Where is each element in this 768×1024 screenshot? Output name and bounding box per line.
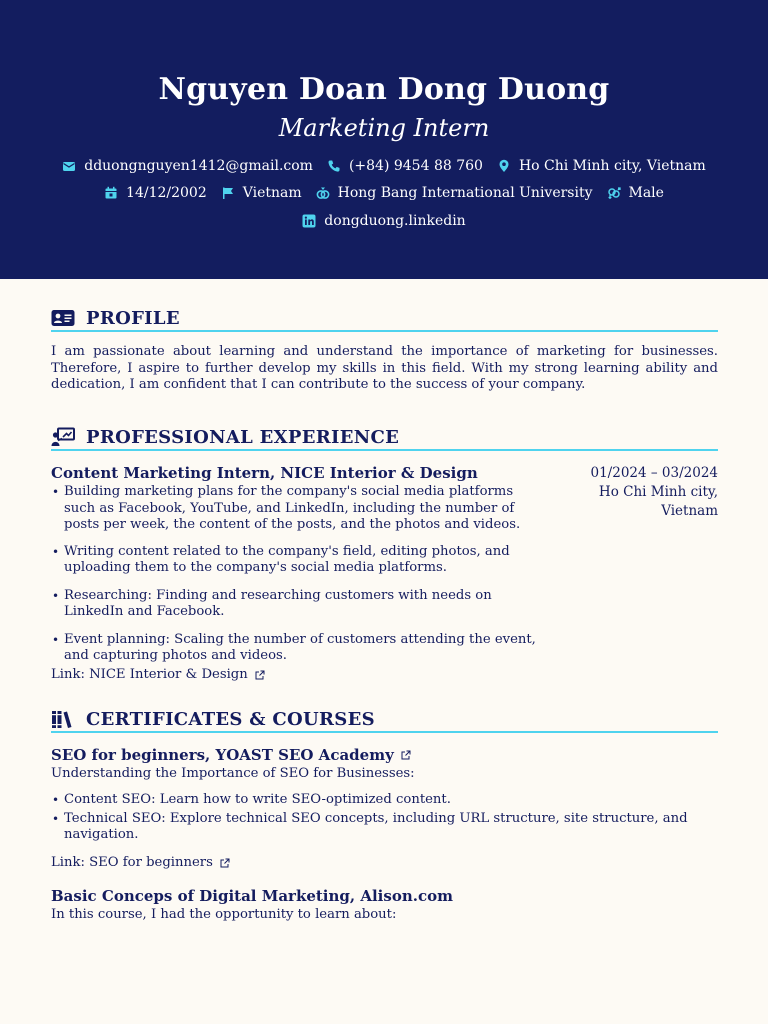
job-meta — [558, 464, 718, 521]
contact-birthday — [104, 185, 207, 201]
list-item: • Content SEO: Learn how to write SEO-optimized content. — [51, 792, 691, 809]
resume-header — [0, 0, 768, 279]
job-title: Content Marketing Intern, NICE Interior & Design — [51, 464, 478, 482]
contact-location — [497, 158, 706, 174]
experience-bullets — [51, 484, 541, 665]
external-link-icon — [255, 670, 265, 680]
experience-link[interactable] — [51, 667, 265, 682]
presentation-icon — [51, 427, 75, 447]
gender-icon — [607, 186, 621, 200]
birthday-text: 14/12/2002 — [126, 185, 207, 201]
cert-1-title[interactable] — [51, 746, 411, 764]
contact-row-3 — [0, 213, 768, 229]
certificates-heading: CERTIFICATES & COURSES — [86, 708, 375, 730]
contact-email[interactable] — [62, 158, 313, 174]
list-item: • Technical SEO: Explore technical SEO concepts, including URL structure, site structure, and navigation. — [51, 811, 691, 844]
location-pin-icon — [497, 159, 511, 173]
candidate-name: Nguyen Doan Dong Duong — [158, 72, 610, 107]
profile-heading: PROFILE — [86, 307, 180, 329]
calendar-icon — [104, 186, 118, 200]
contact-university — [316, 185, 593, 201]
list-item: • Researching: Finding and researching customers with needs on LinkedIn and Facebook. — [51, 588, 541, 621]
profile-text: I am passionate about learning and understand the importance of marketing for businesses. Therefore, I aspire to further develop my skills in this field. With my strong learning ability and dedication, I am confident that I can contribute to the success of your company. — [51, 344, 718, 392]
location-text: Ho Chi Minh city, Vietnam — [518, 158, 706, 174]
books-icon — [51, 709, 75, 729]
nationality-text: Vietnam — [242, 185, 302, 201]
profile-section-title — [51, 306, 718, 332]
list-item: • Building marketing plans for the company's social media platforms such as Facebook, YouTube, and LinkedIn, including the number of posts per week, the content of the posts, and the photos and videos. — [51, 484, 541, 534]
linkedin-icon — [302, 214, 316, 228]
cert-2-title-text: Basic Conceps of Digital Marketing, Alison.com — [51, 887, 453, 905]
cert-1-intro: Understanding the Importance of SEO for Businesses: — [51, 766, 415, 781]
candidate-role: Marketing Intern — [278, 114, 490, 142]
job-dates: 01/2024 – 03/2024 — [590, 465, 718, 481]
cert-2-intro: In this course, I had the opportunity to learn about: — [51, 907, 397, 922]
list-item: • Writing content related to the company's field, editing photos, and uploading them to the company's social media platforms. — [51, 544, 541, 577]
cert-1-title-text: SEO for beginners, YOAST SEO Academy — [51, 746, 394, 764]
list-item: • Event planning: Scaling the number of customers attending the event, and capturing photos and videos. — [51, 632, 541, 665]
rings-icon — [316, 186, 330, 200]
cert-2-title — [51, 887, 453, 905]
phone-icon — [327, 159, 341, 173]
external-link-icon — [401, 750, 411, 760]
id-card-icon — [51, 308, 75, 328]
experience-link-text: Link: NICE Interior & Design — [51, 667, 248, 682]
experience-heading: PROFESSIONAL EXPERIENCE — [86, 426, 400, 448]
contact-row-2 — [0, 185, 768, 201]
university-text: Hong Bang International University — [337, 185, 593, 201]
flag-icon — [221, 186, 235, 200]
cert-1-link[interactable] — [51, 855, 230, 870]
contact-linkedin[interactable] — [302, 213, 465, 229]
cert-1-bullets — [51, 792, 691, 844]
contact-phone[interactable] — [327, 158, 483, 174]
contact-gender — [607, 185, 664, 201]
contact-nationality — [221, 185, 302, 201]
linkedin-text: dongduong.linkedin — [324, 213, 466, 229]
gender-text: Male — [628, 185, 664, 201]
cert-1-link-text: Link: SEO for beginners — [51, 855, 213, 870]
external-link-icon — [220, 858, 230, 868]
certificates-section-title — [51, 707, 718, 733]
email-text: dduongnguyen1412@gmail.com — [84, 158, 313, 174]
contact-row-1 — [0, 158, 768, 174]
experience-section-title — [51, 425, 718, 451]
job-location: Ho Chi Minh city, Vietnam — [598, 484, 718, 519]
phone-text: (+84) 9454 88 760 — [348, 158, 483, 174]
email-icon — [62, 159, 76, 173]
